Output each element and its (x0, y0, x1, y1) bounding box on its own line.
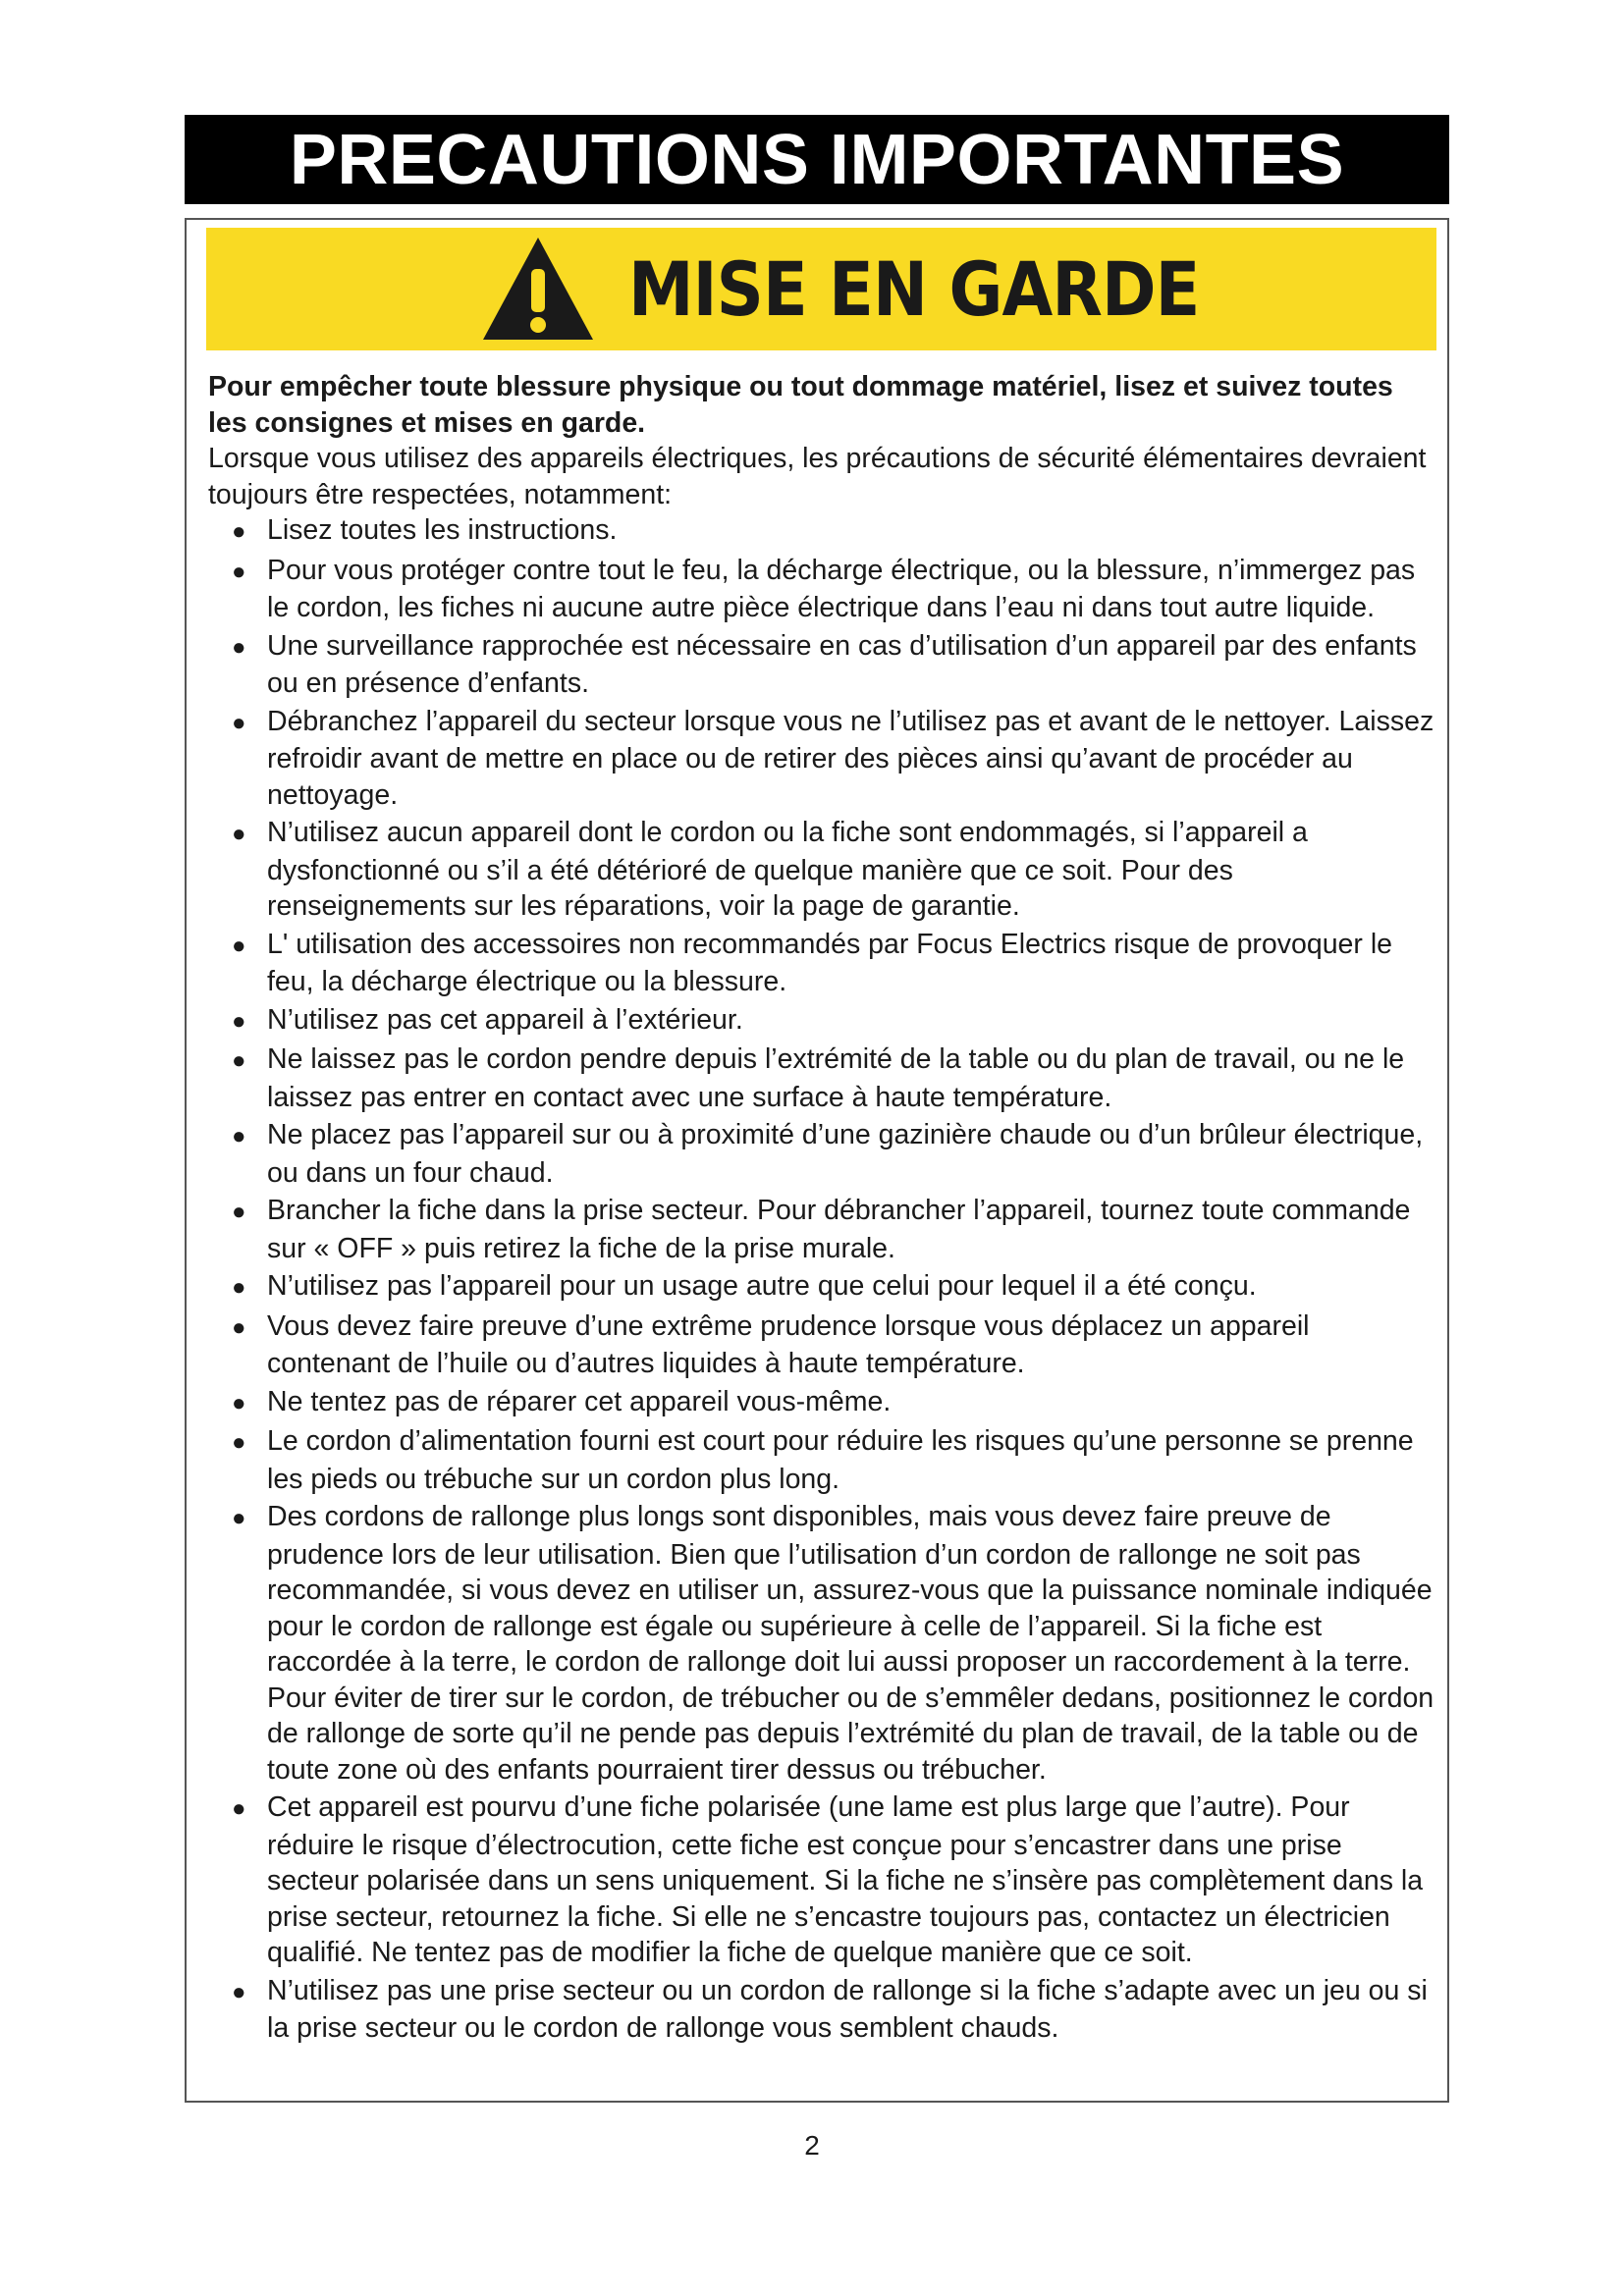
list-item: ● Brancher la fiche dans la prise secteur. Pour débrancher l’appareil, tournez toute commande sur « OFF » puis retirez la fiche de la prise murale. (232, 1195, 1411, 1264)
bullet-icon: ● (232, 1047, 246, 1074)
list-item: ● N’utilisez pas l’appareil pour un usage autre que celui pour lequel il a été conçu. (208, 1268, 1435, 1307)
precautions-content (208, 369, 1435, 2049)
bullet-icon: ● (232, 1199, 246, 1225)
bullet-icon: ● (232, 1505, 246, 1531)
intro-text: Lorsque vous utilisez des appareils électriques, les précautions de sécurité élémentaires devraient toujours être respectées, notamment: (208, 443, 1427, 510)
warning-triangle-icon (479, 234, 597, 344)
list-item: ● N’utilisez aucun appareil dont le cordon ou la fiche sont endommagés, si l’appareil a dysfonctionné ou s’il a été détérioré de quelque manière que ce soit. Pour des renseignements sur les réparations, voir la page de garantie. (232, 817, 1308, 922)
title-bar (185, 115, 1449, 204)
warning-banner (206, 228, 1436, 350)
list-item: ● Ne placez pas l’appareil sur ou à proximité d’une gazinière chaude ou d’un brûleur électrique, ou dans un four chaud. (232, 1119, 1424, 1189)
list-item: ● Pour vous protéger contre tout le feu, la décharge électrique, ou la blessure, n’immergez pas le cordon, les fiches ni aucune autre pièce électrique dans l’eau ni dans tout autre liquide. (232, 554, 1416, 623)
list-item: ● N’utilisez pas cet appareil à l’extérieur. (208, 1002, 1435, 1041)
warning-label: MISE EN GARDE (628, 245, 1200, 333)
list-item: ● N’utilisez pas une prise secteur ou un cordon de rallonge si la fiche s’adapte avec un jeu ou si la prise secteur ou le cordon de rallonge vous semblent chauds. (232, 1974, 1428, 2044)
intro-bold-text: Pour empêcher toute blessure physique ou tout dommage matériel, lisez et suivez toutes les consignes et mises en garde. (208, 371, 1393, 439)
bullet-icon: ● (232, 709, 246, 736)
page-number: 2 (804, 2130, 820, 2161)
list-item: ● Lisez toutes les instructions. (208, 512, 1435, 551)
bullet-icon: ● (232, 1429, 246, 1456)
bullet-icon: ● (232, 1313, 246, 1341)
bullet-icon: ● (232, 1123, 246, 1149)
list-item: ● Cet appareil est pourvu d’une fiche polarisée (une lame est plus large que l’autre). Pour réduire le risque d’électrocution, cette fiche est conçue pour s’encastrer dans une prise secteur polarisée dans un sens uniquement. Si la fiche ne s’insère pas complètement dans la prise secteur, retournez la fiche. Si elle ne s’encastre toujours pas, contactez un électricien qualifié. Ne tentez pas de modifier la fiche de quelque manière que ce soit. (232, 1791, 1424, 1968)
list-item: ● Ne laissez pas le cordon pendre depuis l’extrémité de la table ou du plan de travail, ou ne le laissez pas entrer en contact avec une surface à haute température. (232, 1043, 1405, 1113)
list-item: ● Une surveillance rapprochée est nécessaire en cas d’utilisation d’un appareil par des enfants ou en présence d’enfants. (232, 629, 1417, 699)
bullet-icon: ● (232, 558, 246, 585)
bullet-icon: ● (232, 821, 246, 847)
warning-box (185, 218, 1449, 2103)
list-item: ● L' utilisation des accessoires non recommandés par Focus Electrics risque de provoquer le feu, la décharge électrique ou la blessure. (232, 928, 1392, 997)
list-item: ● Débranchez l’appareil du secteur lorsque vous ne l’utilisez pas et avant de le nettoyer. Laissez refroidir avant de mettre en place ou de retirer des pièces ainsi qu’avant de procéder au nettoyage. (232, 705, 1435, 811)
list-item: ● Ne tentez pas de réparer cet appareil vous-même. (208, 1384, 1435, 1422)
bullet-icon: ● (232, 1274, 246, 1301)
bullet-icon: ● (232, 1389, 246, 1416)
list-item: ● Vous devez faire preuve d’une extrême prudence lorsque vous déplacez un appareil contenant de l’huile ou d’autres liquides à haute température. (232, 1309, 1310, 1379)
bullet-icon: ● (232, 1795, 246, 1822)
bullet-icon: ● (232, 932, 246, 959)
bullet-icon: ● (232, 518, 246, 545)
bullet-icon: ● (232, 633, 246, 661)
bullet-icon: ● (232, 1978, 246, 2005)
page-title: PRECAUTIONS IMPORTANTES (289, 120, 1345, 199)
list-item: ● Le cordon d’alimentation fourni est court pour réduire les risques qu’une personne se prenne les pieds ou trébuche sur un cordon plus long. (232, 1425, 1414, 1495)
precautions-list (208, 512, 1435, 2047)
bullet-icon: ● (232, 1007, 246, 1035)
list-item: ● Des cordons de rallonge plus longs sont disponibles, mais vous devez faire preuve de prudence lors de leur utilisation. Bien que l’utilisation d’un cordon de rallonge ne soit pas recommandée, si vous devez en utiliser un, assurez-vous que la puissance nominale indiquée pour le cordon de rallonge est égale ou supérieure à celle de l’appareil. Si la fiche est raccordée à la terre, le cordon de rallonge doit lui aussi proposer un raccordement à la terre. Pour éviter de tirer sur le cordon, de trébucher ou de s’emmêler dedans, positionnez le cordon de rallonge de sorte qu’il ne pende pas depuis l’extrémité du plan de travail, de la table ou de toute zone où des enfants pourraient tirer dessus ou trébucher. (232, 1501, 1435, 1786)
